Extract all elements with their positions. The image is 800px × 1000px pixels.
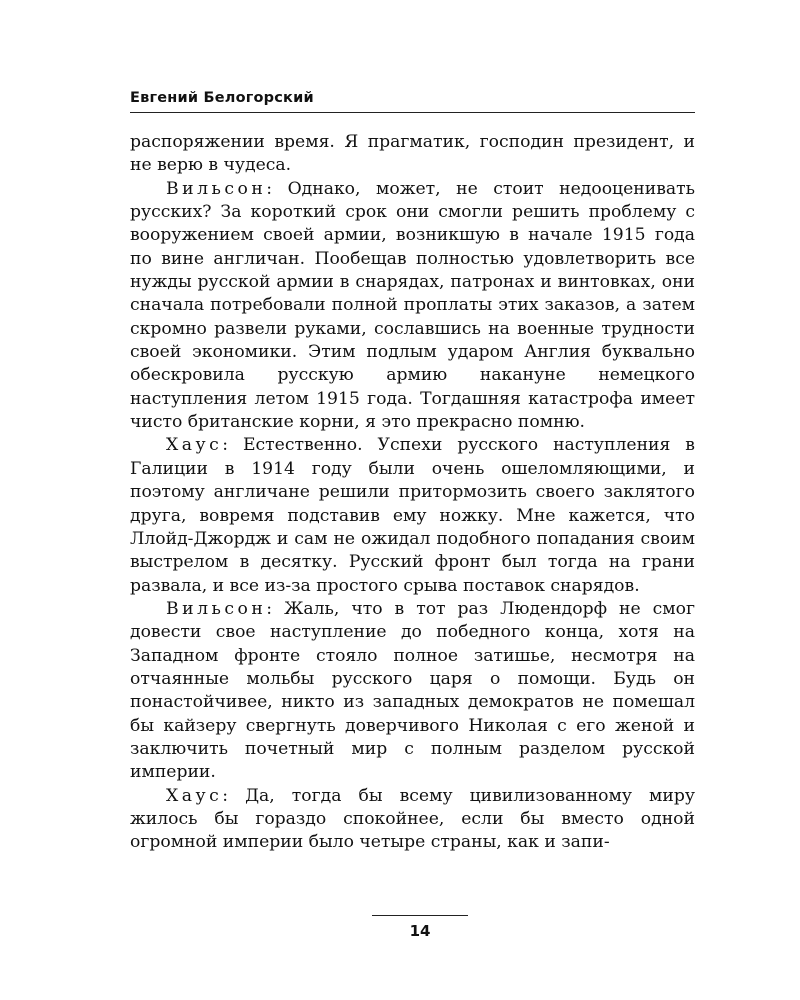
paragraph-text: : Однако, может, не стоит недооценивать русских? За короткий срок они смогли решить проблему с вооружением своей армии, возникшую в начале 1915 года по вине англичан. Пообещав полностью удовлетворить все нужды русской армии в снарядах, патронах и винтовках, они сначала потребовали полной проплаты этих заказов, а затем скромно развели руками, сославшись на военные трудности своей экономики. Этим подлым ударом Англия буквально обескровила русскую армию накануне немецкого наступления летом 1915 года. Тогдашняя катастрофа имеет чисто британские корни, я это прекрасно помню. [130, 178, 695, 433]
paragraph [130, 131, 695, 178]
body-text [130, 131, 695, 855]
folio-rule [372, 915, 468, 916]
paragraph-text: : Жаль, что в тот раз Людендорф не смог довести свое наступление до победного конца, хотя на Западном фронте стояло полное затишье, несмотря на отчаянные мольбы русского царя о помощи. Будь он понастойчивее, никто из западных демократов не помешал бы кайзеру свергнуть доверчивого Николая с его женой и заключить почетный мир с полным разделом русской империи. [130, 598, 695, 783]
paragraph-text: распоряжении время. Я прагматик, господин президент, и не верю в чудеса. [130, 132, 695, 176]
page-number: 14 [409, 922, 431, 940]
speaker-name: Хаус [166, 785, 223, 806]
paragraph [130, 434, 695, 597]
paragraph-text: : Естественно. Успехи русского наступления в Галиции в 1914 году были очень ошеломляющими, и поэтому англичане решили притормозить своего заклятого друга, вовремя подставив ему ножку. Мне кажется, что Ллойд-Джордж и сам не ожидал подобного попадания своим выстрелом в десятку. Русский фронт был тогда на грани развала, и все из-за простого срыва поставок снарядов. [130, 435, 695, 596]
speaker-name: Вильсон [166, 598, 267, 619]
paragraph [130, 598, 695, 785]
paragraph-text: : Да, тогда бы всему цивилизованному миру жилось бы гораздо спокойнее, если бы вместо одной огромной империи было четыре страны, как и запи- [130, 785, 695, 853]
speaker-name: Хаус [166, 435, 223, 456]
running-head: Евгений Белогорский [130, 90, 695, 113]
speaker-name: Вильсон [166, 178, 267, 199]
paragraph [130, 178, 695, 435]
paragraph [130, 785, 695, 855]
